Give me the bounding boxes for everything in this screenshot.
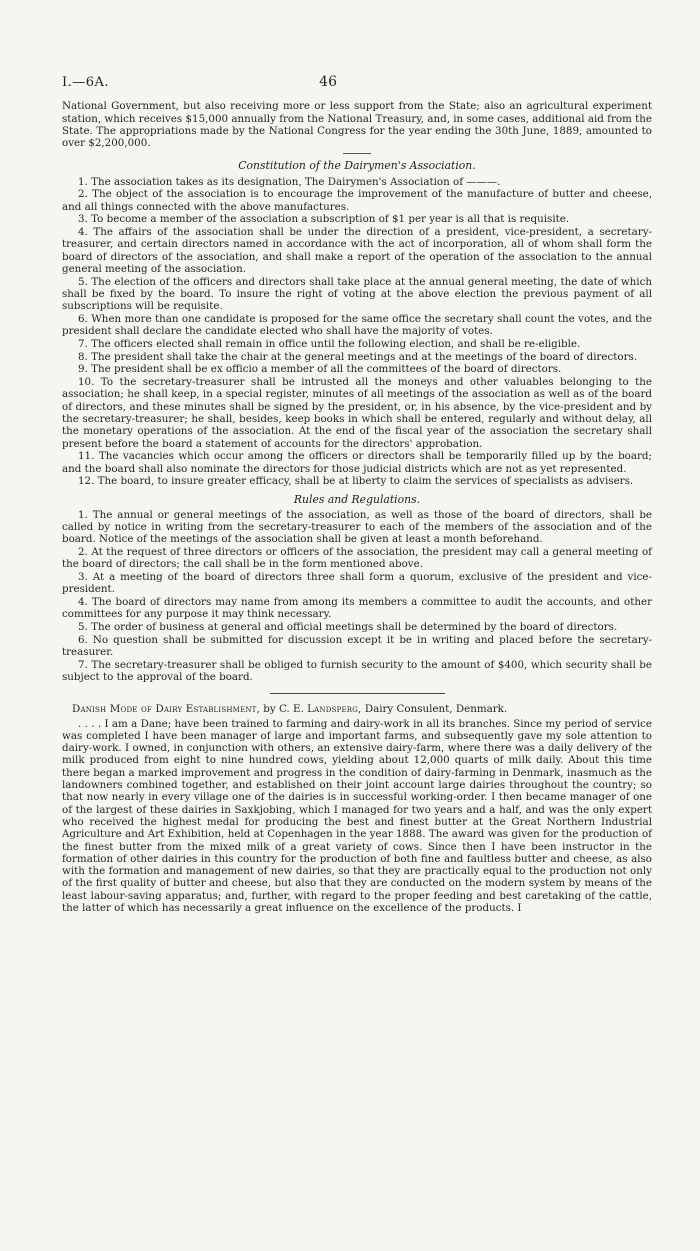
- constitution-item-1: 1. The association takes as its designation, The Dairymen's Association of ———.: [78, 175, 501, 188]
- rules-heading: Rules and Regulations.: [293, 492, 421, 506]
- danish-body-paragraph: . . . . I am a Dane; have been trained to farming and dairy-work in all its branches. Since my period of service was completed I have been manager of large and important farms, and subsequently gave my sole attention to dairy-work. I owned, in conjunction with others, an extensive dairy-farm, where there was a daily delivery of the milk produced from eight to nine hundred cows, yielding about 12,000 quarts of milk daily. About this time there began a marked improvement and progress in the condition of dairy-farming in Denmark, inasmuch as the landowners combined together, and established on their joint account large dairies throughout the country; so that now nearly in every village one of the dairies is in successful working-order. I then became manager of one of the largest of these dairies in Saxkjobing, which I managed for two years and a half, and was the only expert who received the highest medal for producing the best and finest butter at the Great Northern Industrial Agriculture and Art Exhibition, held at Copenhagen in the year 1888. The award was given for the production of the finest butter from the mixed milk of a great variety of cows. Since then I have been instructor in the formation of other dairies in this country for the production of both fine and faultless butter and cheese, as also with the formation and management of new dairies, so that they are practically equal to the production not only of the first quality of butter and cheese, but also that they are conducted on the modern system by means of the least labour-saving apparatus; and, further, with regard to the proper feeding and best caretaking of the cattle, the latter of which has necessarily a great influence on the excellence of the products. I: [62, 717, 652, 915]
- rule-item-5: 5. The order of business at general and official meetings shall be determined by the board of directors.: [78, 621, 618, 634]
- rule-item-1: 1. The annual or general meetings of the association, as well as those of the board of directors, shall be called by notice in writing from the secretary-treasurer to each of the members of the association and of the board. Notice of the meetings of the association shall be given at least a month beforehand.: [62, 508, 652, 546]
- constitution-item-7: 7. The officers elected shall remain in office until the following election, and shall be re-eligible.: [78, 337, 581, 350]
- constitution-item-2: 2. The object of the association is to encourage the improvement of the manufacture of butter and cheese, and all things connected with the above manufactures.: [62, 188, 652, 213]
- rule-item-7: 7. The secretary-treasurer shall be obliged to furnish security to the amount of $400, which security shall be subject to the approval of the board.: [62, 658, 652, 683]
- danish-title-caps: Danish Mode of Dairy Establishment,: [72, 703, 261, 716]
- author-name: Landsperg,: [307, 703, 362, 716]
- page-number: 46: [319, 74, 337, 90]
- constitution-list: [62, 176, 652, 488]
- rule-item-3: 3. At a meeting of the board of directors three shall form a quorum, exclusive of the president and vice-president.: [62, 571, 652, 596]
- constitution-item-12: 12. The board, to insure greater efficacy, shall be at liberty to claim the services of specialists as advisers.: [78, 475, 634, 488]
- constitution-heading: Constitution of the Dairymen's Association.: [238, 159, 476, 173]
- constitution-item-8: 8. The president shall take the chair at the general meetings and at the meetings of the board of directors.: [78, 350, 638, 363]
- danish-title-rest: Dairy Consulent, Denmark.: [364, 703, 508, 716]
- constitution-item-10: 10. To the secretary-treasurer shall be intrusted all the moneys and other valuables belonging to the association; he shall keep, in a special register, minutes of all meetings of the association as well as of the board of directors, and these minutes shall be signed by the president, or, in his absence, by the vice-president and by the secretary-treasurer; he shall, besides, keep books in which shall be entered, regularly and without delay, all the monetary operations of the association. At the end of the fiscal year of the association the secretary shall present before the board a statement of accounts for the directors' approbation.: [62, 376, 652, 450]
- intro-paragraph: National Government, but also receiving more or less support from the State; also an agricultural experiment station, which receives $15,000 annually from the National Treasury, and, in some cases, additional aid from the State. The appropriations made by the National Congress for the year ending the 30th June, 1889, amounted to over $2,200,000.: [62, 100, 652, 150]
- section-divider: [270, 693, 445, 694]
- rule-item-2: 2. At the request of three directors or officers of the association, the president may call a general meeting of the board of directors; the call shall be in the form mentioned above.: [62, 546, 652, 571]
- danish-section-title: [62, 703, 652, 715]
- rules-list: [62, 509, 652, 684]
- constitution-item-6: 6. When more than one candidate is proposed for the same office the secretary shall count the votes, and the president shall declare the candidate elected who shall have the majority of votes.: [62, 313, 652, 338]
- constitution-item-4: 4. The affairs of the association shall be under the direction of a president, vice-president, a secretary-treasurer, and certain directors named in accordance with the act of incorporation, all of whom shall form the board of directors of the association, and shall make a report of the operation of the association to the annual general meeting of the association.: [62, 226, 652, 276]
- danish-title-by: by: [263, 703, 276, 716]
- page-header: [62, 76, 652, 89]
- document-reference: I.—6A.: [62, 75, 110, 90]
- constitution-item-5: 5. The election of the officers and directors shall take place at the annual general meeting, the date of which shall be fixed by the board. To insure the right of voting at the above election the previous payment of all subscriptions will be requisite.: [62, 275, 652, 313]
- constitution-item-9: 9. The president shall be ex officio a member of all the committees of the board of directors.: [78, 363, 562, 376]
- constitution-item-3: 3. To become a member of the association a subscription of $1 per year is all that is requisite.: [78, 213, 570, 226]
- rule-item-6: 6. No question shall be submitted for discussion except it be in writing and placed before the secretary-treasurer.: [62, 633, 652, 659]
- short-rule: [343, 153, 371, 154]
- rule-item-4: 4. The board of directors may name from among its members a committee to audit the accounts, and other committees for any purpose it may think necessary.: [62, 596, 652, 621]
- author-initials: C. E.: [279, 703, 304, 716]
- constitution-item-11: 11. The vacancies which occur among the officers or directors shall be temporarily filled up by the board; and the board shall also nominate the directors for those judicial districts which are not as yet represented.: [62, 450, 652, 475]
